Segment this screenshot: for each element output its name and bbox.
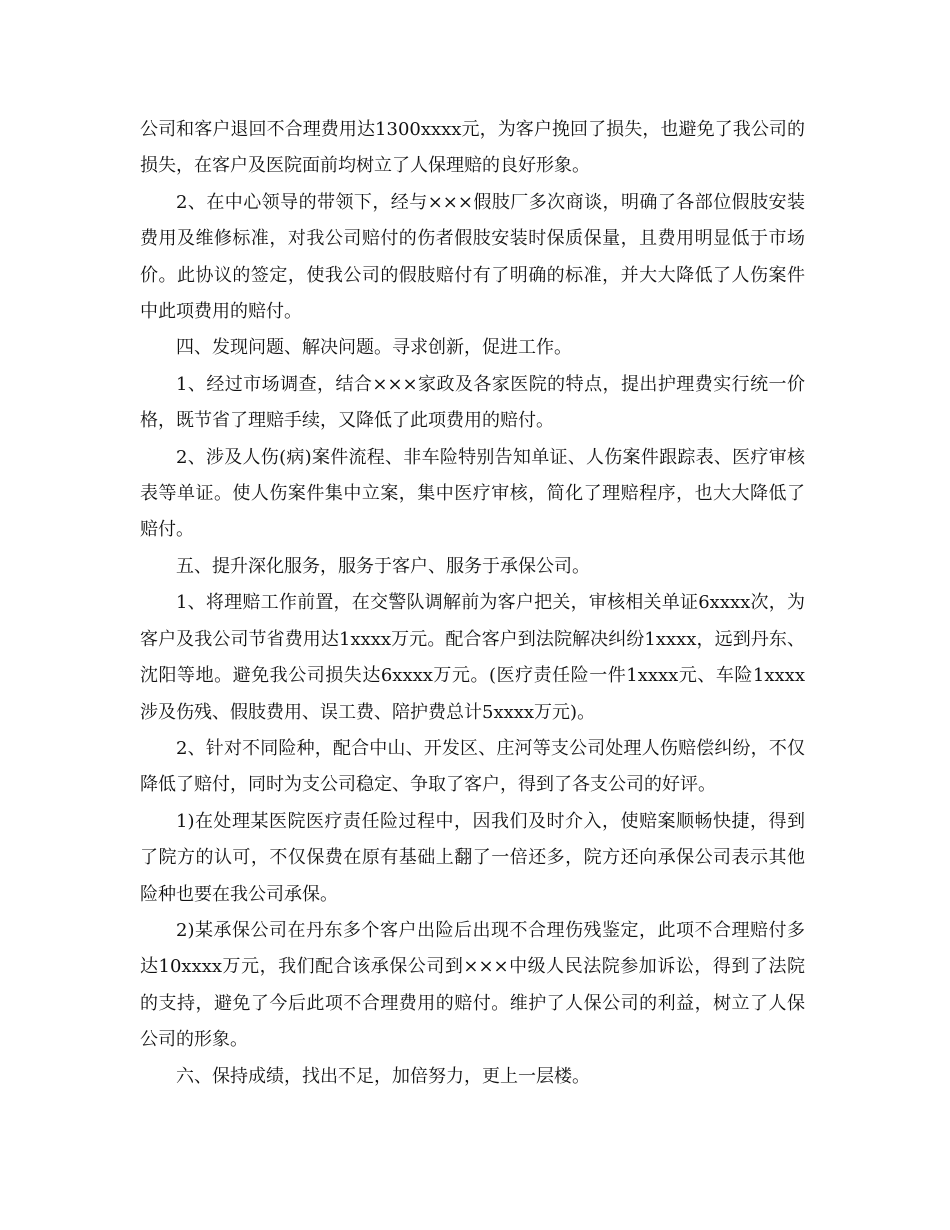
paragraph-branch-disputes: 2、针对不同险种，配合中山、开发区、庄河等支公司处理人伤赔偿纠纷，不仅降低了赔付，同时为支公司稳定、争取了客户，得到了各支公司的好评。 — [140, 737, 805, 796]
section-heading-4: 四、发现问题、解决问题。寻求创新，促进工作。 — [176, 337, 572, 359]
paragraph-claims-frontloading: 1、将理赔工作前置，在交警队调解前为客户把关，审核相关单证6xxxx次，为客户及我公司节省费用达1xxxx万元。配合客户到法院解决纠纷1xxxx，远到丹东、沈阳等地。避免我公司损失达6xxxx万元。(医疗责任险一件1xxxx元、车险1xxxx涉及伤残、假肢费用、误工费、陪护费总计5xxxx万元)。 — [140, 592, 805, 723]
section-heading-5: 五、提升深化服务，服务于客户、服务于承保公司。 — [176, 555, 590, 577]
document-body — [140, 112, 805, 1095]
paragraph-hospital-liability: 1)在处理某医院医疗责任险过程中，因我们及时介入，使赔案顺畅快捷，得到了院方的认可，不仅保费在原有基础上翻了一倍还多，院方还向承保公司表示其他险种也要在我公司承保。 — [140, 810, 805, 905]
paragraph-case-process: 2、涉及人伤(病)案件流程、非车险特别告知单证、人伤案件跟踪表、医疗审核表等单证。使人伤案件集中立案，集中医疗审核，简化了理赔程序，也大大降低了赔付。 — [140, 446, 805, 541]
paragraph-prosthesis-agreement: 2、在中心领导的带领下，经与×××假肢厂多次商谈，明确了各部位假肢安装费用及维修标准，对我公司赔付的伤者假肢安装时保质保量，且费用明显低于市场价。此协议的签定，使我公司的假肢赔付有了明确的标准，并大大降低了人伤案件中此项费用的赔付。 — [140, 191, 805, 323]
section-heading-6: 六、保持成绩，找出不足，加倍努力，更上一层楼。 — [176, 1065, 590, 1087]
paragraph-continuation: 公司和客户退回不合理费用达1300xxxx元，为客户挽回了损失，也避免了我公司的损失，在客户及医院面前均树立了人保理赔的良好形象。 — [140, 119, 805, 177]
paragraph-disability-appraisal: 2)某承保公司在丹东多个客户出险后出现不合理伤残鉴定，此项不合理赔付多达10xxxx万元，我们配合该承保公司到×××中级人民法院参加诉讼，得到了法院的支持，避免了今后此项不合理费用的赔付。维护了人保公司的利益，树立了人保公司的形象。 — [140, 919, 805, 1051]
paragraph-nursing-fee: 1、经过市场调查，结合×××家政及各家医院的特点，提出护理费实行统一价格，既节省了理赔手续，又降低了此项费用的赔付。 — [140, 373, 805, 432]
